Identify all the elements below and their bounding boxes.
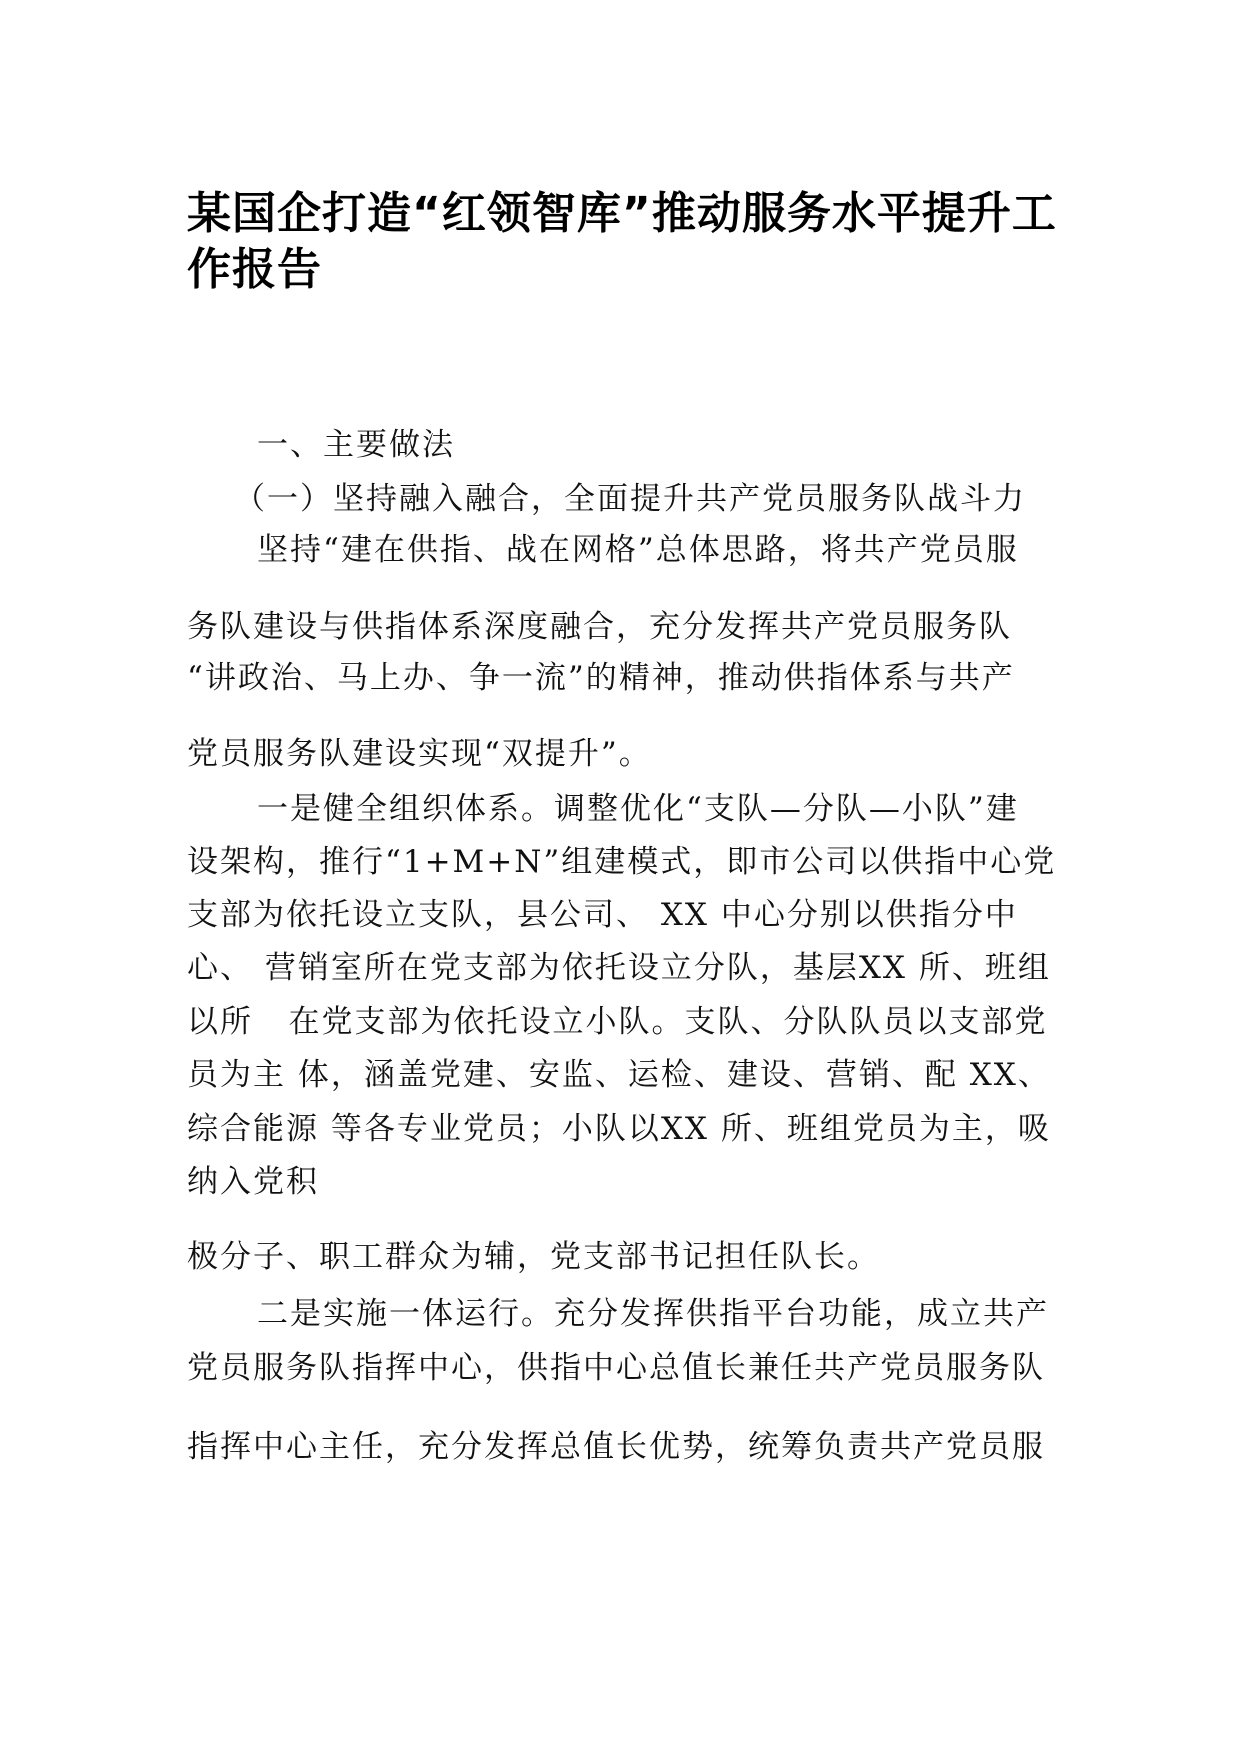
paragraph-line: 以所 在党支部为依托设立小队。支队、分队队员以支部党	[187, 1004, 1048, 1040]
paragraph-line: 二是实施一体运行。充分发挥供指平台功能，成立共产	[257, 1296, 1049, 1332]
paragraph-line: 极分子、职工群众为辅，党支部书记担任队长。	[187, 1239, 880, 1275]
document-title: 某国企打造“红领智库”推动服务水平提升工作报告	[187, 188, 1057, 295]
paragraph-line: 指挥中心主任，充分发挥总值长优势，统筹负责共产党员服	[187, 1429, 1045, 1465]
paragraph-line: 综合能源 等各专业党员；小队以XX 所、班组党员为主，吸	[187, 1111, 1051, 1147]
paragraph-line: 心、 营销室所在党支部为依托设立分队，基层XX 所、班组	[187, 950, 1051, 986]
paragraph-line: 纳入党积	[187, 1164, 319, 1200]
paragraph-line: 员为主 体，涵盖党建、安监、运检、建设、营销、配 XX、	[187, 1057, 1051, 1093]
paragraph-line: 支部为依托设立支队，县公司、 XX 中心分别以供指分中	[187, 897, 1018, 933]
paragraph-line: 务队建设与供指体系深度融合，充分发挥共产党员服务队	[187, 609, 1012, 645]
paragraph-line: 党员服务队建设实现“双提升”。	[187, 736, 652, 772]
paragraph-line: 坚持“建在供指、战在网格”总体思路，将共产党员服	[257, 532, 1019, 568]
section-heading: 一、主要做法	[257, 427, 455, 463]
paragraph-line: 党员服务队指挥中心，供指中心总值长兼任共产党员服务队	[187, 1350, 1045, 1386]
paragraph-line: 一是健全组织体系。调整优化“支队—分队—小队”建	[257, 791, 1019, 827]
subsection-heading: （一）坚持融入融合，全面提升共产党员服务队战斗力	[234, 481, 1026, 517]
paragraph-line: “讲政治、马上办、争一流”的精神，推动供指体系与共产	[187, 660, 1015, 696]
paragraph-line: 设架构，推行“1+M+N”组建模式，即市公司以供指中心党	[187, 844, 1057, 880]
